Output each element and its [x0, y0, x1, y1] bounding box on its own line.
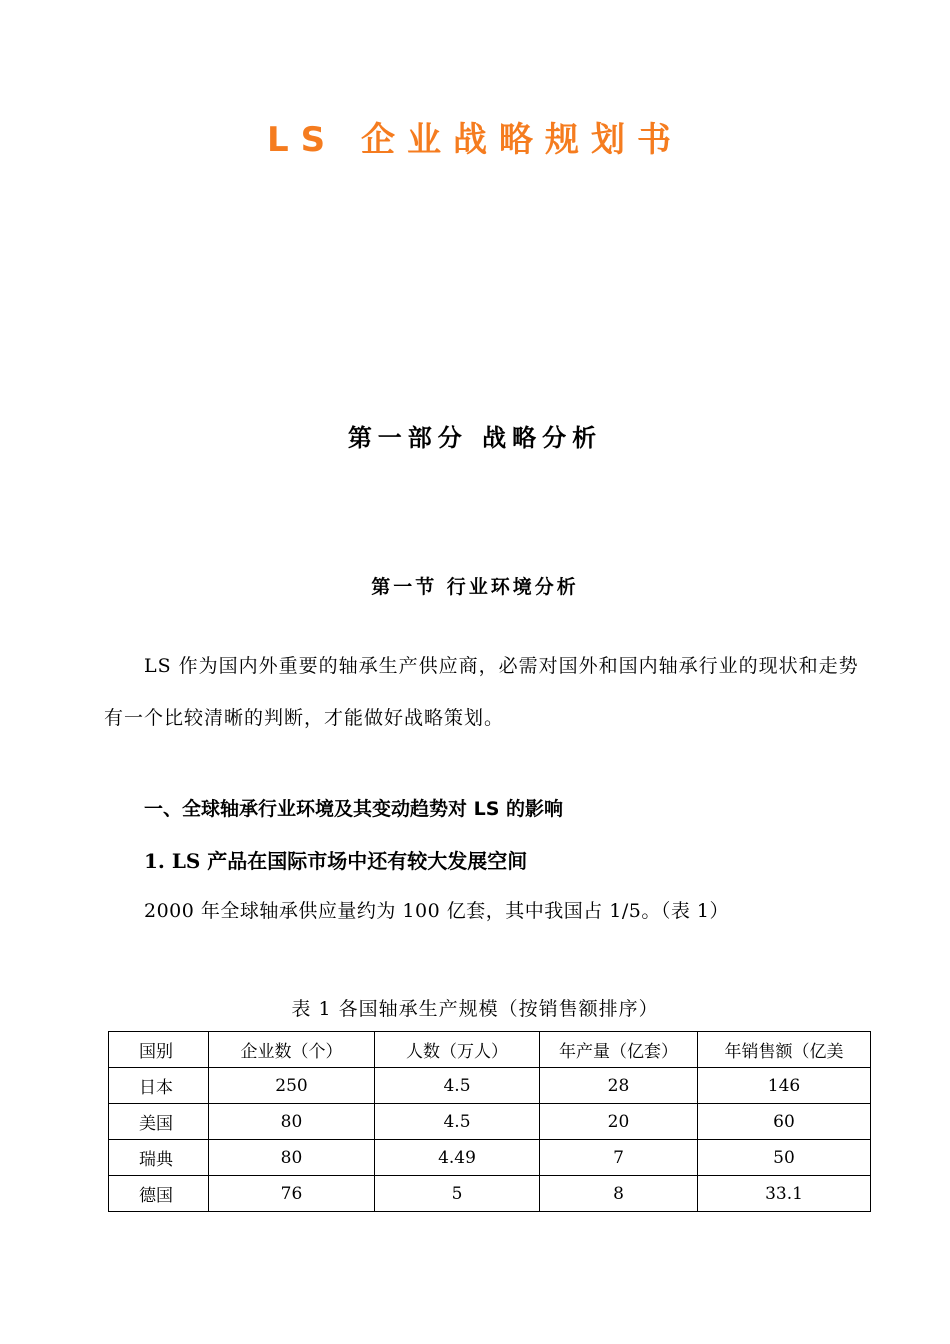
table-cell: 7	[540, 1140, 698, 1176]
table-cell: 美国	[109, 1104, 209, 1140]
table-cell: 4.5	[375, 1104, 540, 1140]
table-cell: 33.1	[698, 1176, 871, 1212]
heading-global-environment: 一、全球轴承行业环境及其变动趋势对 LS 的影响	[144, 798, 564, 820]
table-header-row	[109, 1032, 871, 1068]
section-title: 第一节 行业环境分析	[371, 576, 579, 598]
table-row	[109, 1176, 871, 1212]
table-cell: 日本	[109, 1068, 209, 1104]
heading-market-space: 1. LS 产品在国际市场中还有较大发展空间	[144, 849, 528, 873]
part-title: 第一部分 战略分析	[347, 424, 603, 452]
table-cell: 20	[540, 1104, 698, 1140]
column-header-sales: 年销售额（亿美	[698, 1032, 871, 1068]
table-cell: 瑞典	[109, 1140, 209, 1176]
table-cell: 4.5	[375, 1068, 540, 1104]
table-cell: 8	[540, 1176, 698, 1212]
table-row	[109, 1140, 871, 1176]
table-cell: 76	[209, 1176, 375, 1212]
column-header-enterprises: 企业数（个）	[209, 1032, 375, 1068]
bearing-production-table	[108, 1031, 871, 1212]
table-cell: 80	[209, 1140, 375, 1176]
table-caption: 表 1 各国轴承生产规模（按销售额排序）	[291, 998, 659, 1020]
table-cell: 80	[209, 1104, 375, 1140]
table-row	[109, 1068, 871, 1104]
table-cell: 德国	[109, 1176, 209, 1212]
table-cell: 250	[209, 1068, 375, 1104]
column-header-country: 国别	[109, 1032, 209, 1068]
table-row	[109, 1104, 871, 1140]
table-cell: 146	[698, 1068, 871, 1104]
table-cell: 50	[698, 1140, 871, 1176]
table-cell: 60	[698, 1104, 871, 1140]
table-cell: 4.49	[375, 1140, 540, 1176]
body-text-supply: 2000 年全球轴承供应量约为 100 亿套，其中我国占 1/5。（表 1）	[144, 900, 729, 922]
table-cell: 28	[540, 1068, 698, 1104]
column-header-employees: 人数（万人）	[375, 1032, 540, 1068]
document-title: LS 企业战略规划书	[267, 120, 683, 160]
column-header-output: 年产量（亿套）	[540, 1032, 698, 1068]
table-cell: 5	[375, 1176, 540, 1212]
intro-paragraph: LS 作为国内外重要的轴承生产供应商，必需对国外和国内轴承行业的现状和走势有一个比较清晰的判断，才能做好战略策划。	[104, 655, 859, 729]
